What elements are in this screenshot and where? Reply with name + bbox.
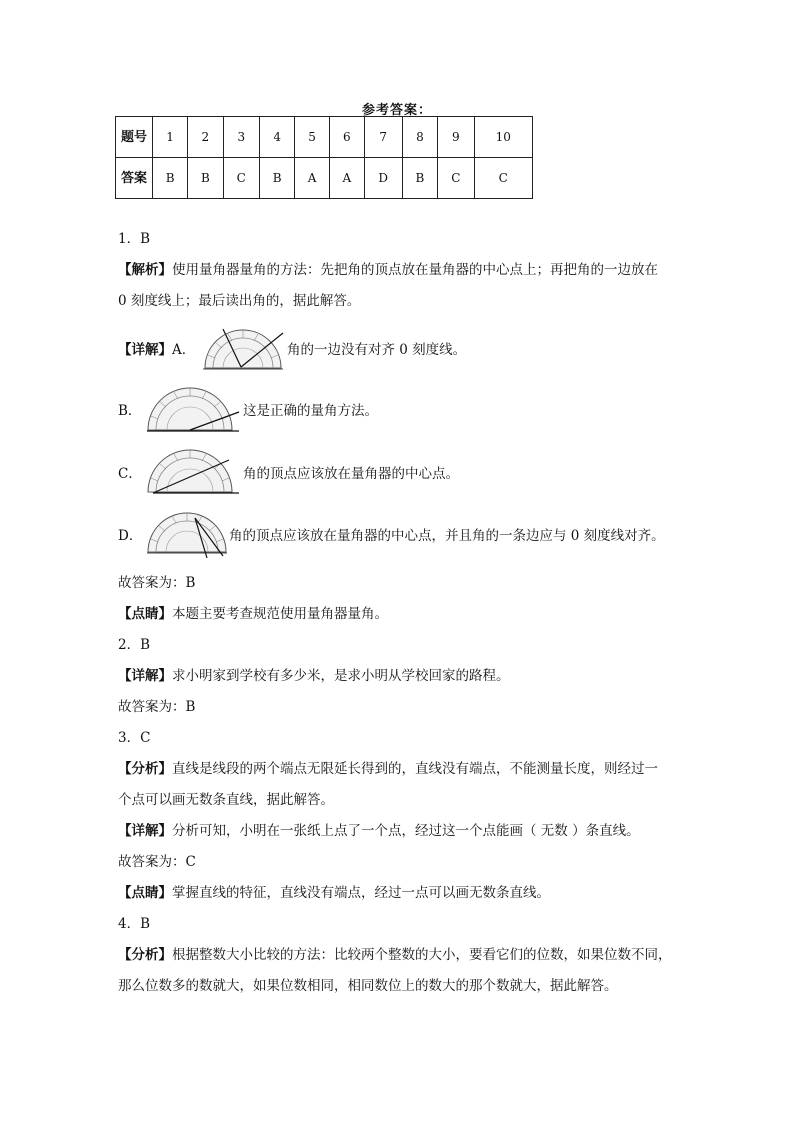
analysis-text: 直线是线段的两个端点无限延长得到的，直线没有端点，不能测量长度，则经过一 xyxy=(172,761,658,777)
table-cell: B xyxy=(260,158,295,199)
detail-tag: 【详解】 xyxy=(118,668,172,684)
q4-analysis-line-2: 那么位数多的数就大，如果位数相同，相同数位上的数大的那个数就大，据此解答。 xyxy=(118,978,618,994)
q3-conclusion: 故答案为：C xyxy=(118,854,196,870)
table-cell: 10 xyxy=(474,117,532,158)
protractor-b-image xyxy=(145,386,241,436)
option-b-label: B． xyxy=(118,403,142,419)
q3-point-line xyxy=(118,884,550,902)
table-cell: 4 xyxy=(260,117,295,158)
q4-analysis-line xyxy=(118,946,672,964)
q1-answer: 1．B xyxy=(118,231,151,247)
table-cell: B xyxy=(153,158,188,199)
page-title: 参考答案： xyxy=(361,103,432,118)
point-tag: 【点睛】 xyxy=(118,885,172,901)
table-cell: 6 xyxy=(329,117,364,158)
table-row-answers xyxy=(116,158,533,199)
option-d-text: 角的顶点应该放在量角器的中心点，并且角的一条边应与 0 刻度线对齐。 xyxy=(229,528,665,544)
table-row-numbers xyxy=(116,117,533,158)
table-cell: 8 xyxy=(402,117,437,158)
point-text: 本题主要考查规范使用量角器量角。 xyxy=(172,606,388,622)
option-c-text: 角的顶点应该放在量角器的中心点。 xyxy=(243,466,459,482)
q3-answer: 3．C xyxy=(118,730,151,746)
detail-tag: 【详解】 xyxy=(118,823,172,839)
table-cell: 1 xyxy=(153,117,188,158)
detail-tag: 【详解】 xyxy=(118,342,172,358)
table-cell: B xyxy=(402,158,437,199)
table-cell: 5 xyxy=(295,117,330,158)
q4-answer: 4．B xyxy=(118,916,151,932)
option-a-label: A． xyxy=(172,342,196,358)
q2-conclusion: 故答案为：B xyxy=(118,699,196,715)
q1-analysis-line xyxy=(118,261,658,279)
option-a-text: 角的一边没有对齐 0 刻度线。 xyxy=(287,342,467,358)
table-cell: D xyxy=(364,158,402,199)
protractor-a-image xyxy=(201,326,285,372)
point-text: 掌握直线的特征，直线没有端点，经过一点可以画无数条直线。 xyxy=(172,885,550,901)
table-cell: C xyxy=(438,158,475,199)
analysis-tag: 【分析】 xyxy=(118,947,172,963)
q1-conclusion: 故答案为：B xyxy=(118,575,196,591)
q1-detail-a-prefix xyxy=(118,341,195,359)
answer-table xyxy=(115,116,533,199)
table-cell: 3 xyxy=(223,117,260,158)
table-cell: 7 xyxy=(364,117,402,158)
row-label-answer: 答案 xyxy=(116,158,153,199)
protractor-d-image xyxy=(145,510,229,560)
table-cell: B xyxy=(188,158,223,199)
analysis-text: 使用量角器量角的方法：先把角的顶点放在量角器的中心点上；再把角的一边放在 xyxy=(172,262,658,278)
table-cell: C xyxy=(474,158,532,199)
q3-analysis-line xyxy=(118,760,658,778)
option-c-label: C． xyxy=(118,466,142,482)
table-cell: 2 xyxy=(188,117,223,158)
analysis-tag: 【解析】 xyxy=(118,262,172,278)
q3-detail-line xyxy=(118,822,640,840)
table-cell: A xyxy=(329,158,364,199)
option-b-text: 这是正确的量角方法。 xyxy=(243,403,378,419)
q1-point-line xyxy=(118,605,388,623)
analysis-text: 根据整数大小比较的方法：比较两个整数的大小，要看它们的位数，如果位数不同， xyxy=(172,947,672,963)
detail-text: 分析可知，小明在一张纸上点了一个点，经过这一个点能画（ 无数 ）条直线。 xyxy=(172,823,640,839)
point-tag: 【点睛】 xyxy=(118,606,172,622)
q2-detail-line xyxy=(118,667,510,685)
row-label-question-number: 题号 xyxy=(116,117,153,158)
q3-analysis-line-2: 个点可以画无数条直线，据此解答。 xyxy=(118,792,334,808)
table-cell: A xyxy=(295,158,330,199)
detail-text: 求小明家到学校有多少米，是求小明从学校回家的路程。 xyxy=(172,668,510,684)
q1-analysis-line-2: 0 刻度线上；最后读出角的，据此解答。 xyxy=(118,293,361,309)
option-d-label: D． xyxy=(118,528,143,544)
table-cell: C xyxy=(223,158,260,199)
q2-answer: 2．B xyxy=(118,637,151,653)
protractor-c-image xyxy=(145,448,241,498)
table-cell: 9 xyxy=(438,117,475,158)
analysis-tag: 【分析】 xyxy=(118,761,172,777)
